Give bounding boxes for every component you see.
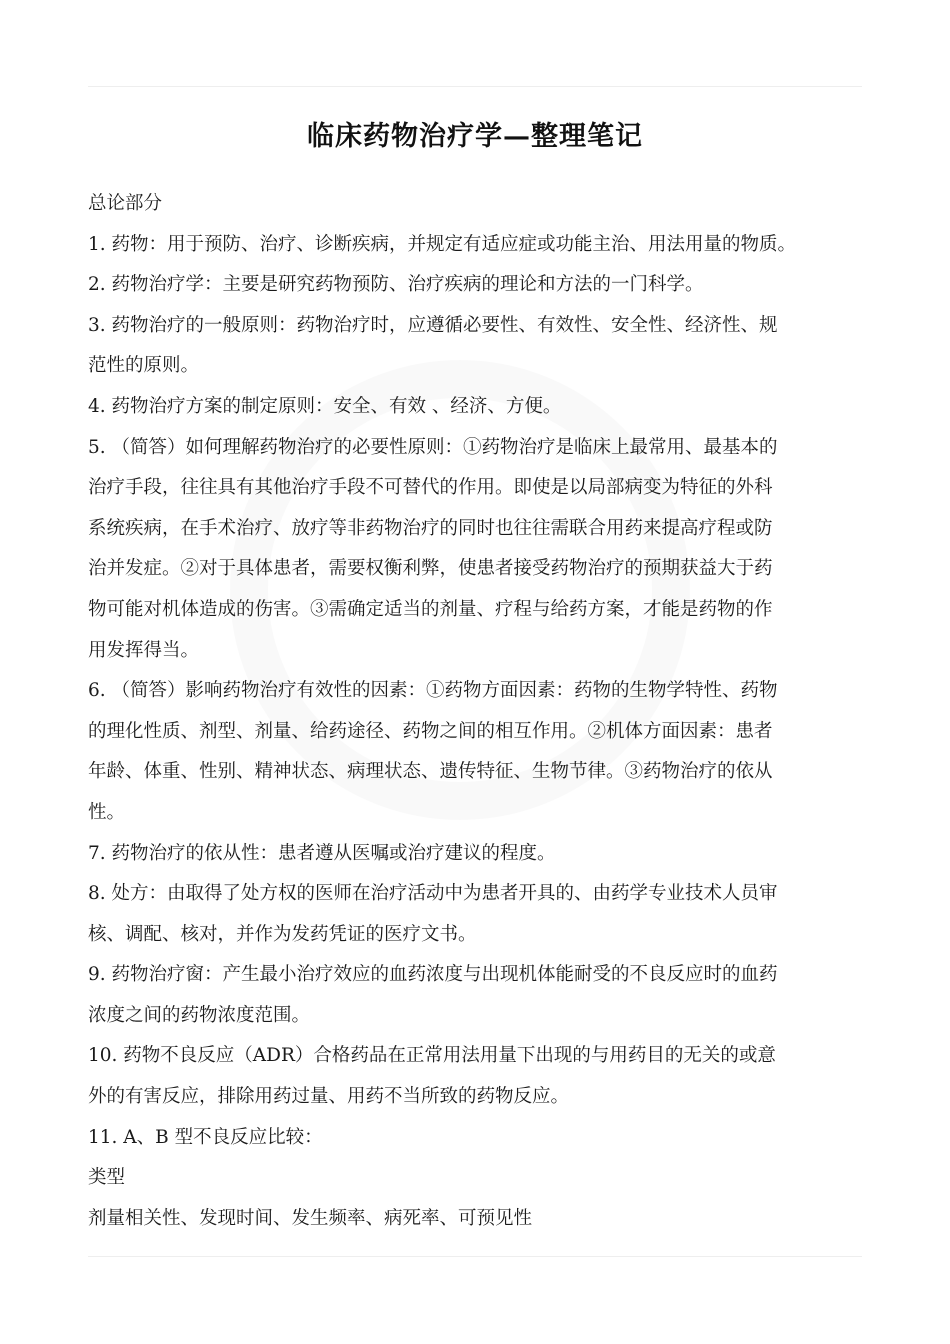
text-line: 物可能对机体造成的伤害。③需确定适当的剂量、疗程与给药方案，才能是药物的作 (88, 598, 773, 620)
text-line: 性。 (88, 801, 126, 823)
text-line: 系统疾病，在手术治疗、放疗等非药物治疗的同时也往往需联合用药来提高疗程或防 (88, 517, 773, 539)
section-heading: 总论部分 (88, 193, 163, 214)
text-line: 5. （简答）如何理解药物治疗的必要性原则：①药物治疗是临床上最常用、最基本的 (88, 436, 778, 458)
text-line: 8. 处方：由取得了处方权的医师在治疗活动中为患者开具的、由药学专业技术人员审 (88, 883, 778, 905)
text-line: 11. A、B 型不良反应比较： (88, 1126, 323, 1148)
text-line: 3. 药物治疗的一般原则：药物治疗时，应遵循必要性、有效性、安全性、经济性、规 (88, 314, 778, 336)
text-line: 4. 药物治疗方案的制定原则：安全、有效 、经济、方便。 (88, 395, 562, 417)
text-line: 剂量相关性、发现时间、发生频率、病死率、可预见性 (88, 1207, 533, 1229)
text-line: 类型 (88, 1167, 126, 1189)
footer-divider (88, 1256, 862, 1257)
text-line: 用发挥得当。 (88, 639, 200, 661)
text-line: 治疗手段，往往具有其他治疗手段不可替代的作用。即使是以局部病变为特征的外科 (88, 477, 773, 499)
text-line: 9. 药物治疗窗：产生最小治疗效应的血药浓度与出现机体能耐受的不良反应时的血药 (88, 964, 778, 986)
text-line: 外的有害反应，排除用药过量、用药不当所致的药物反应。 (88, 1086, 570, 1108)
text-line: 核、调配、核对，并作为发药凭证的医疗文书。 (88, 923, 477, 945)
document-body (88, 184, 868, 1239)
text-line: 10. 药物不良反应（ADR）合格药品在正常用法用量下出现的与用药目的无关的或意 (88, 1045, 776, 1067)
page-title: 临床药物治疗学—整理笔记 (307, 121, 643, 152)
header-divider (88, 86, 862, 87)
text-line: 2. 药物治疗学：主要是研究药物预防、治疗疾病的理论和方法的一门科学。 (88, 274, 704, 296)
text-line: 范性的原则。 (88, 355, 200, 377)
text-line: 7. 药物治疗的依从性：患者遵从医嘱或治疗建议的程度。 (88, 842, 556, 864)
text-line: 治并发症。②对于具体患者，需要权衡利弊，使患者接受药物治疗的预期获益大于药 (88, 558, 773, 580)
text-line: 浓度之间的药物浓度范围。 (88, 1004, 311, 1026)
text-line: 的理化性质、剂型、剂量、给药途径、药物之间的相互作用。②机体方面因素：患者 (88, 720, 773, 742)
text-line: 年龄、体重、性别、精神状态、病理状态、遗传特征、生物节律。③药物治疗的依从 (88, 761, 773, 783)
text-line: 1. 药物：用于预防、治疗、诊断疾病，并规定有适应症或功能主治、用法用量的物质。 (88, 233, 797, 255)
text-line: 6. （简答）影响药物治疗有效性的因素：①药物方面因素：药物的生物学特性、药物 (88, 680, 778, 702)
